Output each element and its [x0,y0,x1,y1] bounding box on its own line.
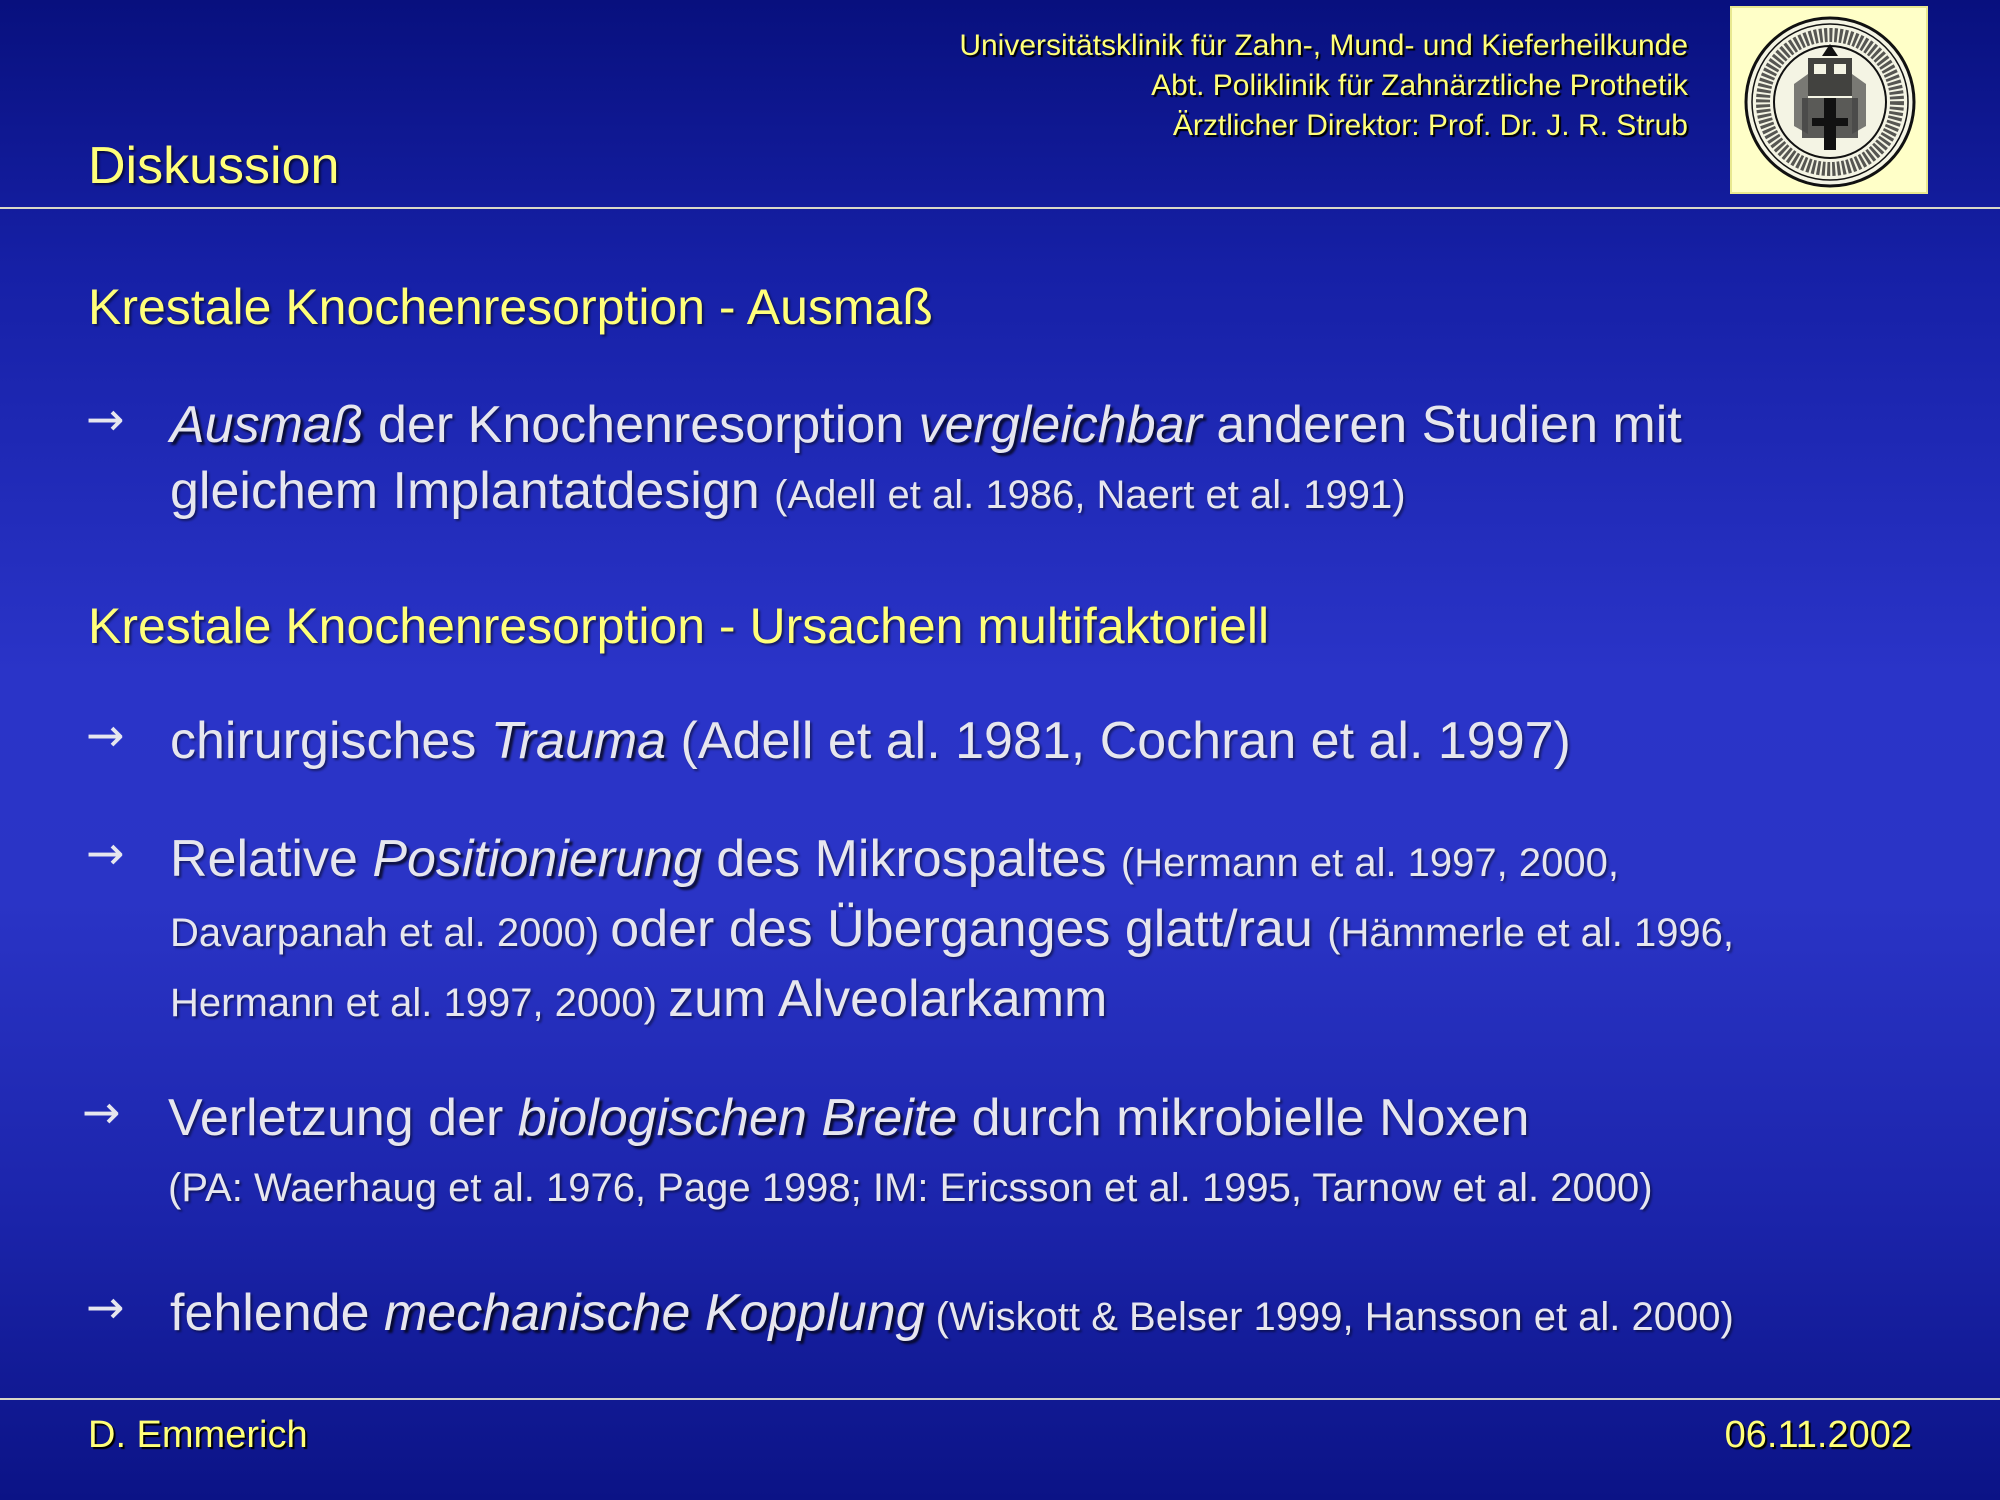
arrow-bullet-icon: → [86,708,125,762]
emphasis-text: Trauma [490,712,667,770]
bullet-line [168,1085,1982,1151]
bullet-text-segment: chirurgisches [170,712,491,770]
bullet-line [170,896,1986,966]
bullet-text-segment: gleichem Implantatdesign [170,462,775,520]
bullet-line [170,826,1986,896]
institution-line-2: Abt. Poliklinik für Zahnärztliche Prothetik [1151,69,1688,102]
header-divider [0,207,2000,209]
arrow-bullet-icon: → [86,826,125,880]
emphasis-text: Ausmaß [170,396,364,454]
emphasis-text: vergleichbar [918,396,1202,454]
bullet-text-segment: der Knochenresorption [363,396,919,454]
bullet-line [170,458,1986,528]
bullet-text [170,826,1986,1036]
footer-date: 06.11.2002 [1724,1414,1912,1456]
bullet-text-segment: des Mikrospaltes [701,830,1121,888]
bullet-text [170,708,1986,774]
citation-text: (Hermann et al. 1997, 2000, [1120,841,1619,885]
bullet-text-segment: Relative [170,830,373,888]
bullet-text [170,392,1986,528]
bullet-line [170,708,1986,774]
section-heading-ursachen: Krestale Knochenresorption - Ursachen multifaktoriell [88,598,1270,654]
section-heading-ausmass: Krestale Knochenresorption - Ausmaß [88,279,933,335]
bullet-text [170,1280,1986,1350]
arrow-bullet-icon: → [86,392,125,446]
bullet-text-segment: Verletzung der [168,1089,518,1147]
arrow-bullet-icon: → [86,1280,125,1334]
citation-text: (Hämmerle et al. 1996, [1327,911,1735,955]
institution-header [959,26,1688,146]
institution-line-3: Ärztlicher Direktor: Prof. Dr. J. R. Strub [1172,109,1688,142]
emphasis-text: biologischen Breite [517,1089,958,1147]
citation-text: Hermann et al. 1997, 2000) [170,981,669,1025]
citation-text: (Wiskott & Belser 1999, Hansson et al. 2000) [924,1295,1734,1339]
bullet-text-segment: durch mikrobielle Noxen [957,1089,1530,1147]
institution-line-1: Universitätsklinik für Zahn-, Mund- und Kieferheilkunde [959,29,1688,62]
arrow-bullet-icon: → [82,1085,121,1139]
university-seal-icon [1730,6,1928,194]
citation-text: (Adell et al. 1986, Naert et al. 1991) [774,473,1406,517]
seal-graphic [1742,14,1918,190]
citation-text: Davarpanah et al. 2000) [170,911,611,955]
bullet-line [168,1151,1982,1221]
bullet-line [170,966,1986,1036]
bullet-line [170,392,1986,458]
bullet-text-segment: fehlende [170,1284,384,1342]
emphasis-text: mechanische Kopplung [383,1284,925,1342]
bullet-line [170,1280,1986,1350]
footer-author: D. Emmerich [88,1414,308,1456]
emphasis-text: Positionierung [372,830,702,888]
slide-title: Diskussion [88,137,340,195]
citation-text: (PA: Waerhaug et al. 1976, Page 1998; IM: Ericsson et al. 1995, Tarnow et al. 2000) [168,1166,1653,1210]
bullet-text-segment: oder des Überganges glatt/rau [610,900,1328,958]
bullet-text [168,1085,1982,1221]
bullet-text-segment: anderen Studien mit [1201,396,1682,454]
bullet-text-segment: zum Alveolarkamm [668,970,1108,1028]
footer-divider [0,1398,2000,1400]
bullet-text-segment: (Adell et al. 1981, Cochran et al. 1997) [666,712,1571,770]
